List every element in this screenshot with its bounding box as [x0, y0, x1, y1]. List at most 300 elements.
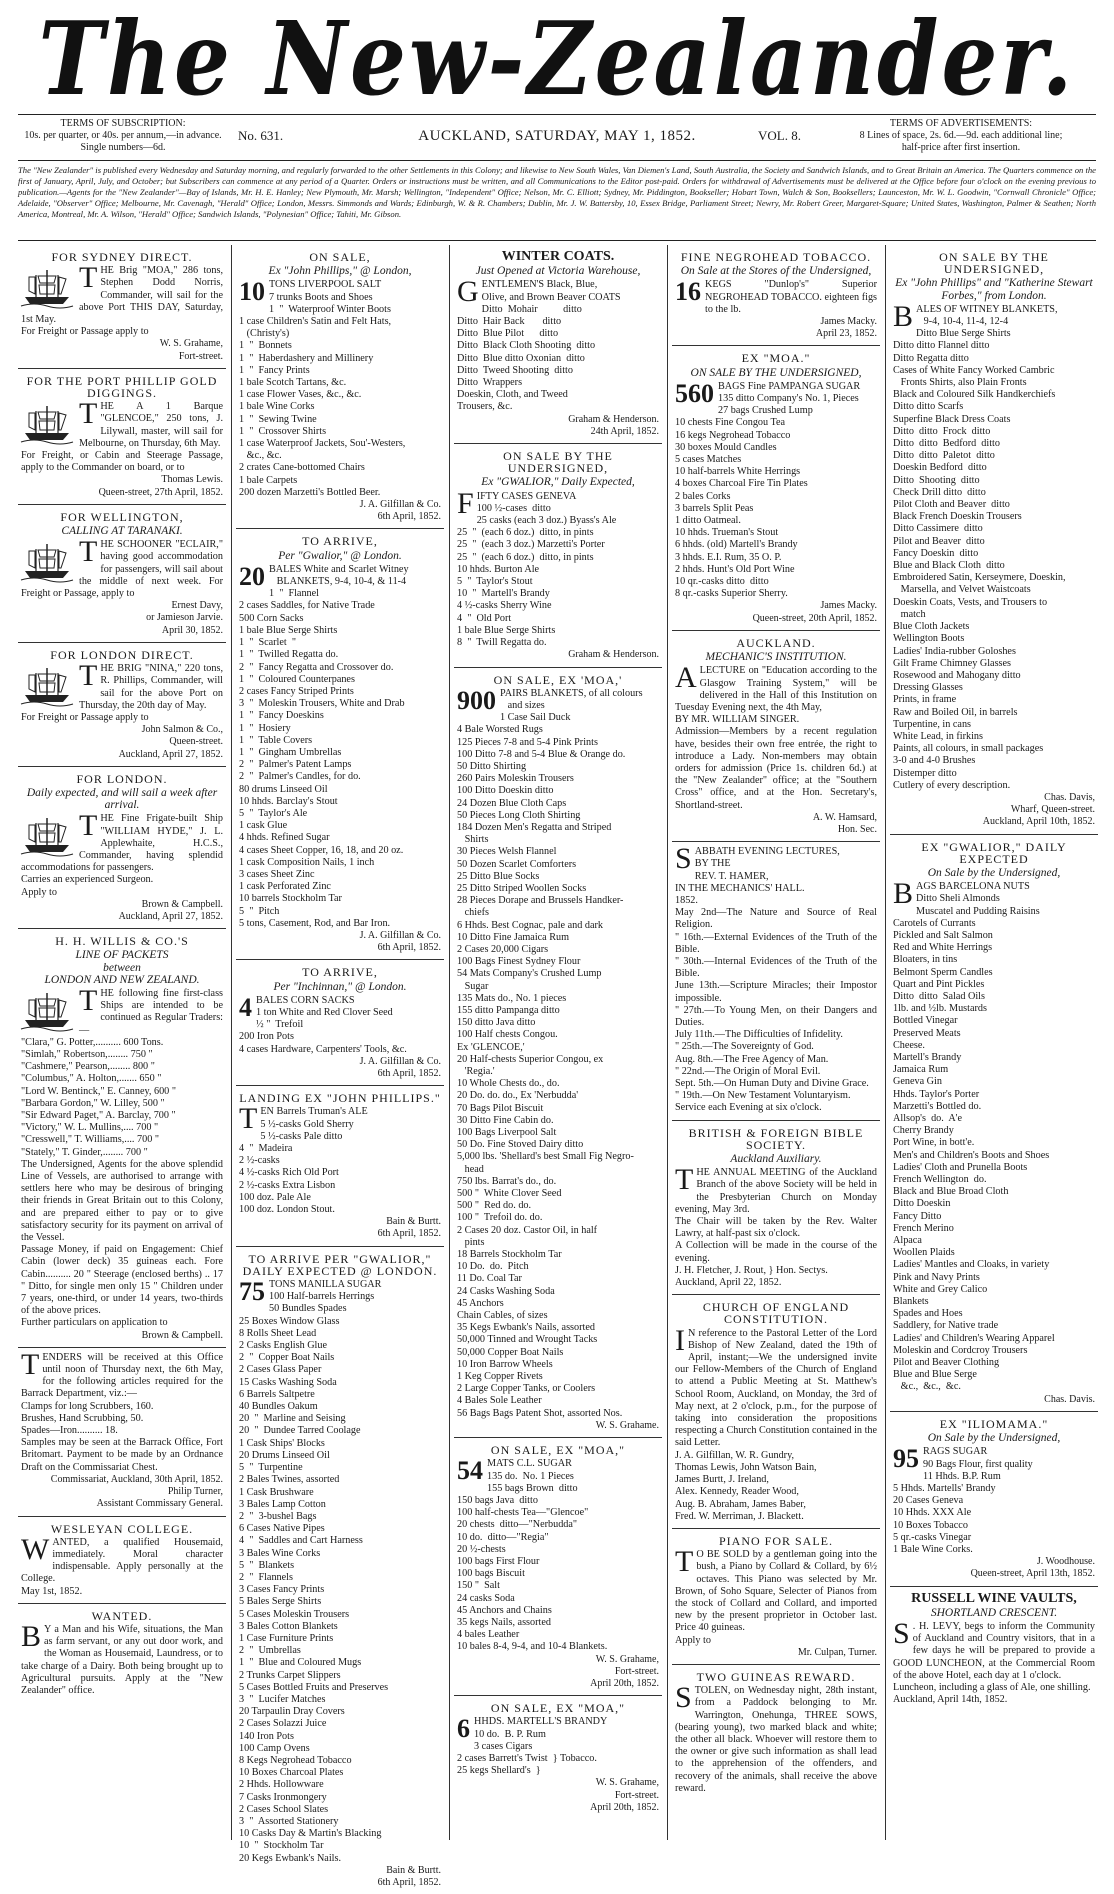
list-item: 100 " Trefoil do. do. [457, 1212, 543, 1224]
list-item: 10 bales 8-4, 9-4, and 10-4 Blankets. [457, 1641, 608, 1653]
list-item: Ditto ditto Frock ditto [893, 425, 991, 437]
ad-heading: FOR SYDNEY DIRECT. [51, 250, 193, 264]
list-item: 10 Ditto Fine Jamaica Rum [457, 931, 570, 943]
list-item: PAIRS BLANKETS, of all colours [500, 687, 643, 699]
list-item: 100 doz. Pale Ale [239, 1191, 311, 1203]
ad-heading: H. H. WILLIS & CO.'S [55, 934, 189, 949]
list-item: 2 Trunks Carpet Slippers [239, 1669, 341, 1681]
list-item: Pilot Cloth and Beaver ditto [893, 499, 1010, 511]
list-item: Fronts Shirts, also Plain Fronts [893, 377, 1027, 389]
list-item: 1 " Bonnets [239, 340, 292, 352]
list-item: Moleskin and Cordcroy Trousers [893, 1344, 1028, 1356]
list-item: Turpentine, in cans [893, 718, 972, 730]
list-item: 25 " (each 3 doz.) Marzetti's Porter [457, 539, 605, 551]
list-item: 3 " Moleskin Trousers, White and Drab [239, 698, 405, 710]
list-item: 11 Do. Coal Tar [457, 1273, 522, 1285]
list-item: 1 " Twilled Regatta do. [239, 649, 339, 661]
list-item: French Wellington do. [893, 1174, 987, 1186]
list-item: Ditto ditto Scarfs [893, 401, 964, 413]
list-item: Alpaca [893, 1235, 922, 1247]
publication-notice: The "New Zealander" is published every Wednesday and Saturday morning, and regularly forwarded to the other Settlements in this Colony; and likewise to New South Wales, Van Diemen's Land, South Australia, the Society and Sandwich Islands, and to Great Britain an America. The Quarters commence on the first of January, April, July, and October; but Subscribers can commence at any period of a Quarter. Orders or instructions must be written, and all Communications to the Editor post-paid. Orders for withdrawal of Advertisements must be delivered at the Office before four o'clock on the evening previous to publication.—Agents for the "New Zealander"—Bay of Islands, Mr. H. E. Hanley; New Plymouth, Mr. Marsh; Wellington, "Independent" Office; Nelson, Mr. C. Elliott; Sydney, Mr. Piddington, Bookseller; Hobart Town, Walch & Son, Booksellers; Launceston, Mr. W. L. Goodwin, "Cornwall Chronicle" Office; Adelaide, "Observer" Office; Melbourne, Mr. Cavenagh, "Herald" Office; London, Messrs. Simmonds and Wards; Edinburgh, W. & R. Chambers; Dublin, Mr. J. W. Battersby, 10, Essex Bridge, Parliament Street; Newry, Mr. Robert Greer, Margaret-Square; United States, Washington, Palmer & Seathen; North America, Montreal, Mr. A. Wilson, "Herald" Office; Sandwich Islands, "Polynesian" Office; Tahiti, Mr. Gibson. [18, 165, 1096, 219]
list-item: ENTLEMEN'S Black, Blue, [481, 279, 598, 291]
list-item: 'Regia.' [457, 1066, 495, 1077]
list-item: Sugar [457, 980, 489, 992]
ad-body: HE A 1 Barque "GLENCOE," 250 tons, J. Lilywall, master, will sail for Melbourne, on Thursday, 6th May. For Freight, or Cabin and Steerage Passage, apply to the Commander on board, or to [21, 401, 223, 474]
list-item: 155 ditto Pampanga ditto [457, 1004, 560, 1016]
lot-quantity: 6 [457, 1714, 470, 1744]
ship-icon [21, 403, 73, 445]
advertisement [18, 1517, 226, 1604]
list-item: 6 Hhds. Best Cognac, pale and dark [457, 919, 603, 931]
list-item: 50,000 Copper Boat Nails [457, 1346, 564, 1358]
ad-signature: Commissariat, Auckland, 30th April, 1852. Philip Turner, Assistant Commissary General. [50, 1473, 223, 1510]
list-item: Bottled Vinegar [893, 1015, 958, 1027]
ad-heading: ON SALE, EX "MOA," [490, 1443, 626, 1458]
list-item: BAGS Fine PAMPANGA SUGAR [718, 380, 861, 392]
list-item: 2 Large Copper Tanks, or Coolers [457, 1383, 596, 1395]
list-item: Men's and Children's Boots and Shoes [893, 1149, 1050, 1161]
list-item: Preserved Meats [893, 1027, 961, 1039]
column-1 [18, 245, 226, 1840]
list-item: 50 Dozen Scarlet Comforters [457, 858, 577, 870]
ad-body: HE Fine Frigate-built Ship "WILLIAM HYDE," J. L. Applewhaite, H.C.S., Commander, having splendid accommodations for passengers. Carries an experienced Surgeon. Apply to [21, 813, 223, 898]
list-item: Ditto Regatta ditto [893, 352, 969, 364]
list-item: Fancy Doeskin ditto [893, 547, 979, 559]
list-item: 10 Iron Barrow Wheels [457, 1358, 553, 1370]
ad-signature: W. S. Grahame, Fort-street. [159, 338, 223, 362]
ad-signature: J. A. Gilfillan & Co. 6th April, 1852. [359, 1055, 441, 1079]
list-item: 25 " (each 6 doz.) ditto, in pints [457, 551, 594, 563]
list-item: Pink and Navy Prints [893, 1271, 980, 1283]
list-item: 24 Dozen Blue Cloth Caps [457, 797, 567, 809]
list-item: 2 Cases School Slates [239, 1803, 329, 1815]
advertisement [236, 1086, 444, 1246]
list-item: 25 Boxes Window Glass [239, 1315, 340, 1327]
list-item: Quart and Pint Pickles [893, 978, 985, 990]
list-item: Ditto ditto Flannel ditto [893, 340, 990, 352]
list-item: Marsella, and Velvet Waistcoats [893, 584, 1031, 596]
list-item: Bloaters, in tins [893, 954, 958, 966]
ad-body: HE ANNUAL MEETING of the Auckland Branch of the above Society will be held in the Presbyterian Church on Monday evening, May 3rd. The Chair will be taken by the Rev. Walter Lawry, at half-past six o'clock. A Collection will be made in the course of the evening. J. H. Fletcher, J. Rout, } Hon. Sectys. Auckland, April 22, 1852. [675, 1167, 877, 1289]
ad-heading: ON SALE, EX "MOA," [490, 1701, 626, 1716]
ad-signature: Chas. Davis, Wharf, Queen-street. Auckland, April 10th, 1852. [982, 791, 1095, 828]
list-item: pints [457, 1236, 485, 1248]
column-rule [231, 245, 232, 1840]
lot-quantity: 4 [239, 992, 252, 1022]
list-item: 1 ton White and Red Clover Seed [256, 1006, 393, 1018]
list-item: 1 " Gingham Umbrellas [239, 746, 342, 758]
list-item: 1 Cask Ships' Blocks [239, 1437, 325, 1449]
advertisement [454, 245, 662, 444]
list-item: Ditto Blue Pilot ditto [457, 328, 559, 340]
list-item: 15 Casks Washing Soda [239, 1376, 337, 1388]
list-item: 9-4, 10-4, 11-4, 12-4 [916, 316, 1009, 328]
list-item: 2 cases Barrett's Twist } Tobacco. [457, 1752, 597, 1764]
list-item: Black French Doeskin Trousers [893, 511, 1022, 523]
ad-heading: PIANO FOR SALE. [718, 1533, 833, 1548]
list-item: 4 ½-casks Rich Old Port [239, 1167, 339, 1179]
advertisement [672, 346, 880, 630]
ad-body: . H. LEVY, begs to inform the Community of Auckland and Country visitors, that in a few days he will be prepared to provide a GOOD LUNCHEON, at the Commercial Room of the above Hotel, each day at 1 o'clock. Luncheon, including a glass of Ale, one shilling. Auckland, April 14th, 1852. [893, 1620, 1095, 1706]
list-item: 1 cask Glue [239, 820, 288, 832]
list-item: 100 Bags Liverpool Salt [457, 1127, 557, 1139]
list-item: 45 Anchors [457, 1297, 504, 1309]
list-item: 1 Cask Brushware [239, 1486, 314, 1498]
list-item: Chain Cables, of sizes [457, 1310, 548, 1322]
ad-heading: EX "ILIOMAMA." [939, 1416, 1049, 1431]
advertisement [890, 1587, 1098, 1712]
list-item: Blue Cloth Jackets [893, 621, 970, 633]
list-item: Pickled and Salt Salmon [893, 929, 993, 941]
drop-capital: G [457, 275, 479, 309]
list-item: 50 Do. Fine Stoved Dairy ditto [457, 1139, 584, 1151]
list-item: 1 case Waterproof Jackets, Sou'-Westers, [239, 438, 406, 450]
list-item: BLANKETS, 9-4, 10-4, & 11-4 [269, 576, 407, 588]
list-item: 100 Ditto Doeskin ditto [457, 785, 554, 797]
list-item: Cherry Brandy [893, 1125, 954, 1137]
list-item: 2 ½-casks [239, 1155, 280, 1167]
list-item: 4 Bales Sole Leather [457, 1395, 542, 1407]
list-item: 10 hhds. Trueman's Stout [675, 527, 779, 539]
list-item: and sizes [500, 699, 545, 711]
list-item: 3 cases Cigars [474, 1740, 533, 1752]
list-item: Martell's Brandy [893, 1052, 962, 1063]
ad-heading: ON SALE, [309, 250, 371, 264]
list-item: 5 " Pitch [239, 905, 280, 917]
list-item: 4 Bale Worsted Rugs [457, 724, 543, 736]
advertisement [454, 1696, 662, 1819]
list-item: 20 Drums Linseed Oil [239, 1449, 330, 1461]
list-item: Cases of White Fancy Worked Cambric [893, 364, 1055, 376]
list-item: 3 " Lucifer Matches [239, 1693, 326, 1705]
drop-capital: S [675, 1681, 692, 1715]
list-item: 2 Cases Glass Paper [239, 1364, 322, 1376]
ad-heading: FOR WELLINGTON, [60, 509, 184, 524]
advertisement [18, 505, 226, 643]
list-item: 2 " Palmer's Patent Lamps [239, 759, 352, 771]
list-item: 1 " Hosiery [239, 722, 291, 734]
list-item: 24 Casks Washing Soda [457, 1285, 555, 1297]
list-item: 2 " Flannels [239, 1571, 293, 1583]
list-item: Allsop's do. A'e [893, 1113, 963, 1125]
list-item: Ditto Blue Serge Shirts [916, 328, 1011, 340]
ad-heading: CHURCH OF ENGLAND CONSTITUTION. [702, 1300, 850, 1327]
advertisement [672, 631, 880, 842]
list-item: TONS LIVERPOOL SALT [269, 279, 382, 291]
advertisement [672, 245, 880, 346]
drop-capital: A [675, 661, 697, 695]
list-item: 100 half-chests Tea—"Glencoe" [457, 1507, 589, 1519]
list-item: Ditto Doeskin [893, 1198, 951, 1210]
list-item: 4 cases Sheet Copper, 16, 18, and 20 oz. [239, 844, 404, 856]
lot-quantity: 16 [675, 277, 701, 307]
ad-signature: W. S. Grahame, Fort-street. April 20th, 1852. [590, 1653, 659, 1689]
ad-heading: WINTER COATS. [501, 249, 615, 264]
ad-signature: J. Woodhouse. Queen-street, April 13th, 1852. [970, 1556, 1095, 1580]
list-item: 135 ditto Company's No. 1, Pieces [718, 393, 859, 405]
column-3 [454, 245, 662, 1840]
list-item: (Christy's) [239, 328, 290, 340]
ad-subheading: SHORTLAND CRESCENT. [930, 1606, 1058, 1619]
list-item: Shirts [457, 834, 489, 846]
list-item: 5 " Taylor's Stout [457, 576, 533, 588]
drop-capital: T [239, 1102, 258, 1136]
list-item: 20 Half-chests Superior Congou, ex [457, 1053, 604, 1065]
list-item: 150 ditto Java ditto [457, 1017, 536, 1029]
list-item: &c., &c., &c. [893, 1381, 961, 1393]
list-item: 8 Kegs Negrohead Tobacco [239, 1754, 352, 1766]
advertisement [672, 842, 880, 1120]
list-item: Distemper ditto [893, 767, 957, 779]
lot-quantity: 10 [239, 277, 265, 307]
list-item: 8 " Twill Regatta do. [457, 637, 547, 649]
ad-signature: J. A. Gilfillan & Co. 6th April, 1852. [359, 929, 441, 954]
list-item: 90 Bags Flour, first quality [923, 1458, 1033, 1470]
column-rule [667, 245, 668, 1840]
list-item: 54 Mats Company's Crushed Lump [457, 968, 602, 980]
list-item: 50 Bundles Spades [269, 1303, 347, 1315]
list-item: 1 case Flower Vases, &c., &c. [239, 389, 362, 401]
ad-body: HE Brig "MOA," 286 tons, Stephen Dodd Norris, Commander, will sail for the above Port THIS DAY, Saturday, 1st May. For Freight or Passage apply to [21, 265, 223, 338]
list-item: 10 Boxes Tobacco [893, 1519, 968, 1531]
list-item: 35 Kegs Ewbank's Nails, assorted [457, 1322, 595, 1334]
list-item: Muscatel and Pudding Raisins [916, 905, 1040, 917]
list-item: IFTY CASES GENEVA [476, 490, 577, 502]
list-item: 100 Half-barrels Herrings [269, 1291, 375, 1303]
list-item: 25 " (each 6 doz.) ditto, in pints [457, 527, 594, 539]
list-item: 260 Pairs Moleskin Trousers [457, 773, 574, 785]
list-item: 500 " White Clover Seed [457, 1188, 562, 1200]
list-item: 5 qr.-casks Vinegar [893, 1531, 972, 1543]
list-item: 5 " Turpentine [239, 1462, 303, 1474]
list-item: Check Drill ditto ditto [893, 486, 986, 498]
ad-heading: TO ARRIVE, [302, 965, 378, 980]
ad-heading: FOR THE PORT PHILLIP GOLD DIGGINGS. [26, 373, 218, 401]
ad-signature: Bain & Burtt. 6th April, 1852. [377, 1216, 441, 1240]
list-item: 7 trunks Boots and Shoes [269, 291, 373, 303]
ad-body: HE BRIG "NINA," 220 tons, R. Phillips, Commander, will sail for the above Port on Thursday, the 20th day of May. For Freight or Passage apply to [21, 663, 223, 723]
list-item: 5 Cases Bottled Fruits and Preserves [239, 1681, 389, 1693]
ad-signature: W. S. Grahame, Fort-street. April 20th, 1852. [590, 1777, 659, 1813]
goods-list [457, 685, 659, 1420]
list-item: &c., &c. [239, 450, 282, 462]
list-item: 2 hhds. Hunt's Old Port Wine [675, 563, 795, 575]
list-item: White and Grey Calico [893, 1283, 988, 1295]
list-item: 1 bale Carpets [239, 474, 298, 486]
ad-signature: Bain & Burtt. 6th April, 1852. [377, 1864, 441, 1888]
advertisement [236, 529, 444, 960]
list-item: Ditto ditto Salad Oils [893, 990, 985, 1002]
list-item: 4 hhds. Refined Sugar [239, 832, 330, 844]
list-item: 1 Case Sail Duck [500, 712, 571, 724]
column-rule [885, 245, 886, 1840]
list-item: 750 lbs. Barrat's do., do. [457, 1175, 557, 1187]
ad-heading: WANTED. [91, 1608, 153, 1623]
list-item: 1 Bale Wine Corks. [893, 1543, 973, 1555]
list-item: 56 Bags Bags Patent Shot, assorted Nos. [457, 1407, 623, 1419]
list-item: 3 Bales Cotton Blankets [239, 1620, 338, 1632]
list-item: 10 qr.-casks ditto ditto [675, 576, 769, 588]
list-item: 10 half-barrels White Herrings [675, 466, 801, 478]
list-item: 50,000 Tinned and Wrought Tacks [457, 1334, 598, 1346]
list-item: 2 " Umbrellas [239, 1645, 301, 1657]
drop-capital: W [21, 1532, 50, 1566]
list-item: 135 Mats do., No. 1 pieces [457, 992, 567, 1004]
ad-body: HE SCHOONER "ECLAIR," having good accommodation for passengers, will sail about the middle of next week. For Freight or Passage, apply to [21, 539, 223, 600]
list-item: 2 " Palmer's Candles, for do. [239, 771, 361, 783]
list-item: Pilot and Beaver Clothing [893, 1357, 1000, 1369]
list-item: 1 " Table Covers [239, 734, 313, 746]
issue-number: No. 631. [238, 128, 284, 143]
ad-subheading: Ex "John Phillips" and "Katherine Stewart Forbes," from London. [895, 277, 1093, 302]
list-item: 500 Corn Sacks [239, 612, 304, 624]
list-item: head [457, 1163, 484, 1175]
goods-list [893, 299, 1095, 792]
list-item: 2 Casks English Glue [239, 1340, 328, 1352]
list-item: Ditto ditto Bedford ditto [893, 438, 1000, 450]
list-item: 2 Bales Twines, assorted [239, 1474, 340, 1486]
goods-list [457, 486, 659, 650]
ad-body: ANTED, a qualified Housemaid, immediately. Moral character indispensable. Apply personally at the College. May 1st, 1852. [21, 1536, 223, 1597]
list-item: 3 cases Sheet Zinc [239, 868, 315, 880]
ad-subheading: Just Opened at Victoria Warehouse, [475, 265, 641, 278]
list-item: 100 Half chests Congou. [457, 1029, 558, 1041]
list-item: 1 Case Furniture Prints [239, 1632, 334, 1644]
ad-body: LECTURE on "Education according to the Glasgow Training System," will be delivered in the Hall of this Institution on Tuesday Evening next, the 4th May, BY MR. WILLIAM SINGER. Admission—Members by a recent regulation have, besides their own free entrée, the right to introduce a Lady. Non-members may obtain orders for admission (Price 1s. children 6d.) at the "New Zealander" office; at the "Southern Cross" office, and at the Hon. Secretary's, Shortland-street. [675, 665, 877, 811]
lot-quantity: 75 [239, 1277, 265, 1307]
ad-signature: James Macky. April 23, 1852. [815, 316, 877, 340]
column-2 [236, 245, 444, 1888]
list-item: chiefs [457, 907, 489, 919]
ship-icon [21, 665, 73, 707]
column-4 [672, 245, 880, 1840]
list-item: 50 Pieces Long Cloth Shirting [457, 809, 581, 821]
ad-subheading: MECHANIC'S INSTITUTION. [705, 651, 847, 664]
list-item: Superfine Black Dress Coats [893, 413, 1011, 425]
list-item: 3 Bales Wine Corks [239, 1547, 321, 1559]
masthead [0, 0, 1114, 119]
ad-heading: TWO GUINEAS REWARD. [696, 1669, 856, 1684]
advertisement [672, 1665, 880, 1800]
drop-capital: S [675, 842, 692, 876]
advertisement [18, 1604, 226, 1702]
goods-list [893, 877, 1095, 1394]
list-item: 100 doz. London Stout. [239, 1204, 335, 1216]
ship-icon [21, 267, 73, 309]
list-item: 40 Bundles Oakum [239, 1401, 318, 1413]
drop-capital: T [79, 983, 98, 1017]
list-item: 7 Casks Ironmongery [239, 1791, 327, 1803]
list-item: 2 " Copper Boat Nails [239, 1352, 335, 1364]
list-item: Woollen Plaids [893, 1247, 955, 1259]
dateline [18, 118, 1096, 160]
advertisement [454, 1438, 662, 1696]
advertisement [236, 1247, 444, 1894]
list-item: Dressing Glasses [893, 682, 963, 694]
list-item: 5 tons, Casement, Rod, and Bar Iron. [239, 917, 391, 929]
list-item: White Lead, in firkins [893, 730, 983, 742]
newspaper-title: The New-Zealander. [38, 0, 1076, 119]
drop-capital: T [79, 659, 98, 693]
ad-subheading: Ex "John Phillips," @ London, [268, 265, 412, 278]
list-item: Raw and Boiled Oil, in barrels [893, 706, 1018, 718]
list-item: 30 boxes Mould Candles [675, 441, 777, 453]
advertisement [236, 245, 444, 529]
list-item: Ditto Tweed Shooting ditto [457, 364, 573, 376]
list-item: Ditto Sheli Almonds [916, 893, 1000, 905]
goods-list [457, 275, 659, 413]
ad-body: HE following fine first-class Ships are intended to be continued as Regular Traders:— "Clara," G. Potter,.......... 600 Tons. "Simlah," Robertson,........ 750 " "Cashmere," Pearson,........ 800 " "Columbus," A. Holton,....... 650 " "Lord W. Bentinck," E. Canney, 600 " "Barbara Gordon," W. Lilley, 500 " "Sir Edward Paget," A. Barclay, 700 " "Victory," W. L. Mullins,.... 700 " "Cresswell," T. Williams,.... 700 " "Stately," T. Ginder,........ 700 " The Undersigned, Agents for the above splendid Line of Vessels, are authorised to arrange with settlers here who may be desirous of bringing their friends in Great Britain out to this Colony, and are prepared either to pay or to give satisfactory security for its payment on arrival of the Vessel. Passage Money, if paid on Engagement: Chief Cabin (lower deck) 35 guineas each. Fore Cabin.......... 20 " Steerage (enclosed berths) .. 17 " Ditto, for single men only 15 " Children under 7 years, one-third, or under 14 years, two-thirds of the above prices. Further particulars on application to [21, 987, 223, 1329]
list-item: 100 Ditto 7-8 and 5-4 Blue & Orange do. [457, 748, 626, 760]
list-item: RAGS SUGAR [923, 1446, 988, 1458]
ad-subheading: Per "Gwalior," @ London. [278, 549, 402, 562]
drop-capital: T [79, 261, 98, 295]
list-item: 140 Iron Pots [239, 1730, 294, 1742]
lot-quantity: 560 [675, 378, 714, 408]
list-item: Doeskin, Cloth, and Tweed [457, 389, 568, 401]
list-item: 100 bags First Flour [457, 1555, 540, 1567]
advertisement [18, 245, 226, 369]
column-5 [890, 245, 1098, 1840]
list-item: 6 hhds. (old) Martell's Brandy [675, 539, 798, 551]
list-item: 10 do. B. P. Rum [474, 1728, 546, 1740]
goods-list [457, 1716, 659, 1777]
ad-signature: Brown & Campbell. [141, 1329, 223, 1341]
list-item: 135 do. No. 1 Pieces [487, 1470, 574, 1482]
ship-icon [21, 541, 73, 583]
list-item: Blue and Blue Serge [893, 1369, 977, 1381]
list-item: ALES OF WITNEY BLANKETS, [916, 303, 1058, 315]
list-item: 10 Do. do. Pitch [457, 1261, 529, 1273]
goods-list [675, 378, 877, 601]
list-item: 25 kegs Shellard's } [457, 1765, 541, 1777]
advertisement [672, 1121, 880, 1296]
goods-list [239, 1279, 441, 1865]
advertisement [18, 929, 226, 1348]
list-item: 10 barrels Stockholm Tar [239, 893, 342, 905]
list-item: 10 " Martell's Brandy [457, 588, 550, 600]
list-item: Ditto Hair Back ditto [457, 316, 562, 328]
ad-heading: FINE NEGROHEAD TOBACCO. [680, 250, 872, 264]
list-item: 1 " Coloured Counterpanes [239, 673, 355, 685]
drop-capital: S [893, 1616, 910, 1650]
list-item: 5 " Taylor's Ale [239, 807, 308, 819]
list-item: 5 cases Matches [675, 454, 742, 466]
list-item: Carotels of Currants [893, 917, 976, 929]
drop-capital: B [893, 299, 914, 333]
drop-capital: F [457, 486, 474, 520]
list-item: 4 ½-casks Sherry Wine [457, 600, 552, 612]
list-item: 5,000 lbs. 'Shellard's best Small Fig Negro- [457, 1151, 634, 1163]
list-item: Pilot and Beaver ditto [893, 535, 985, 547]
list-item: 500 " Red do. do. [457, 1200, 532, 1212]
list-item: 5 Bales Serge Shirts [239, 1596, 322, 1608]
list-item: Ditto Blue ditto Oxonian ditto [457, 352, 585, 364]
list-item: BALES White and Scarlet Witney [269, 563, 409, 575]
ad-subheading: LINE OF PACKETS between LONDON AND NEW ZEALAND. [44, 949, 200, 986]
list-item: Olive, and Brown Beaver COATS [481, 291, 621, 303]
list-item: 100 Bags Finest Sydney Flour [457, 956, 581, 968]
list-item: HHDS. MARTELL'S BRANDY [474, 1716, 608, 1728]
list-item: 1 " Crossover Shirts [239, 425, 327, 437]
list-item: 6 Cases Native Pipes [239, 1523, 325, 1535]
list-item: 50 Ditto Shirting [457, 760, 527, 772]
list-item: 5 ½-casks Gold Sherry [260, 1118, 354, 1130]
volume-number: VOL. 8. [758, 128, 801, 143]
list-item: 3 Bales Lamp Cotton [239, 1498, 326, 1510]
list-item: 4 " Old Port [457, 612, 512, 624]
list-item: 3 hhds. E.I. Rum, 35 O. P. [675, 551, 782, 563]
